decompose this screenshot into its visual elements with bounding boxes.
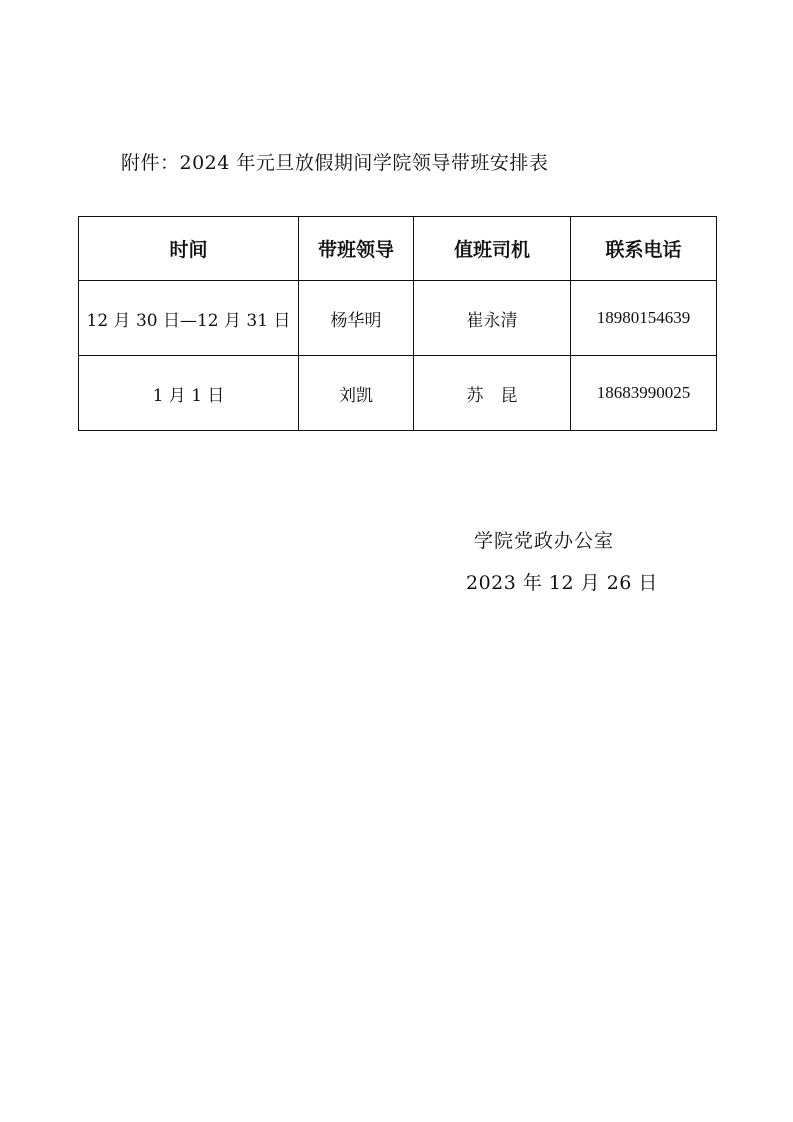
header-phone: 联系电话: [571, 217, 717, 281]
cell-phone: 18683990025: [571, 356, 717, 431]
duty-schedule-table: [78, 216, 717, 431]
table-header-row: [79, 217, 717, 281]
cell-leader: 刘凯: [299, 356, 414, 431]
issue-date: 2023 年 12 月 26 日: [466, 572, 658, 594]
header-time: 时间: [79, 217, 299, 281]
header-leader: 带班领导: [299, 217, 414, 281]
cell-phone: 18980154639: [571, 281, 717, 356]
table-row: [79, 281, 717, 356]
cell-leader: 杨华明: [299, 281, 414, 356]
issuing-office: 学院党政办公室: [474, 530, 615, 552]
table-row: [79, 356, 717, 431]
cell-date: 12 月 30 日—12 月 31 日: [79, 281, 299, 356]
header-driver: 值班司机: [414, 217, 571, 281]
cell-date: 1 月 1 日: [79, 356, 299, 431]
page-title: 附件：2024 年元旦放假期间学院领导带班安排表: [121, 152, 549, 174]
cell-driver: 苏 昆: [414, 356, 571, 431]
cell-driver: 崔永清: [414, 281, 571, 356]
